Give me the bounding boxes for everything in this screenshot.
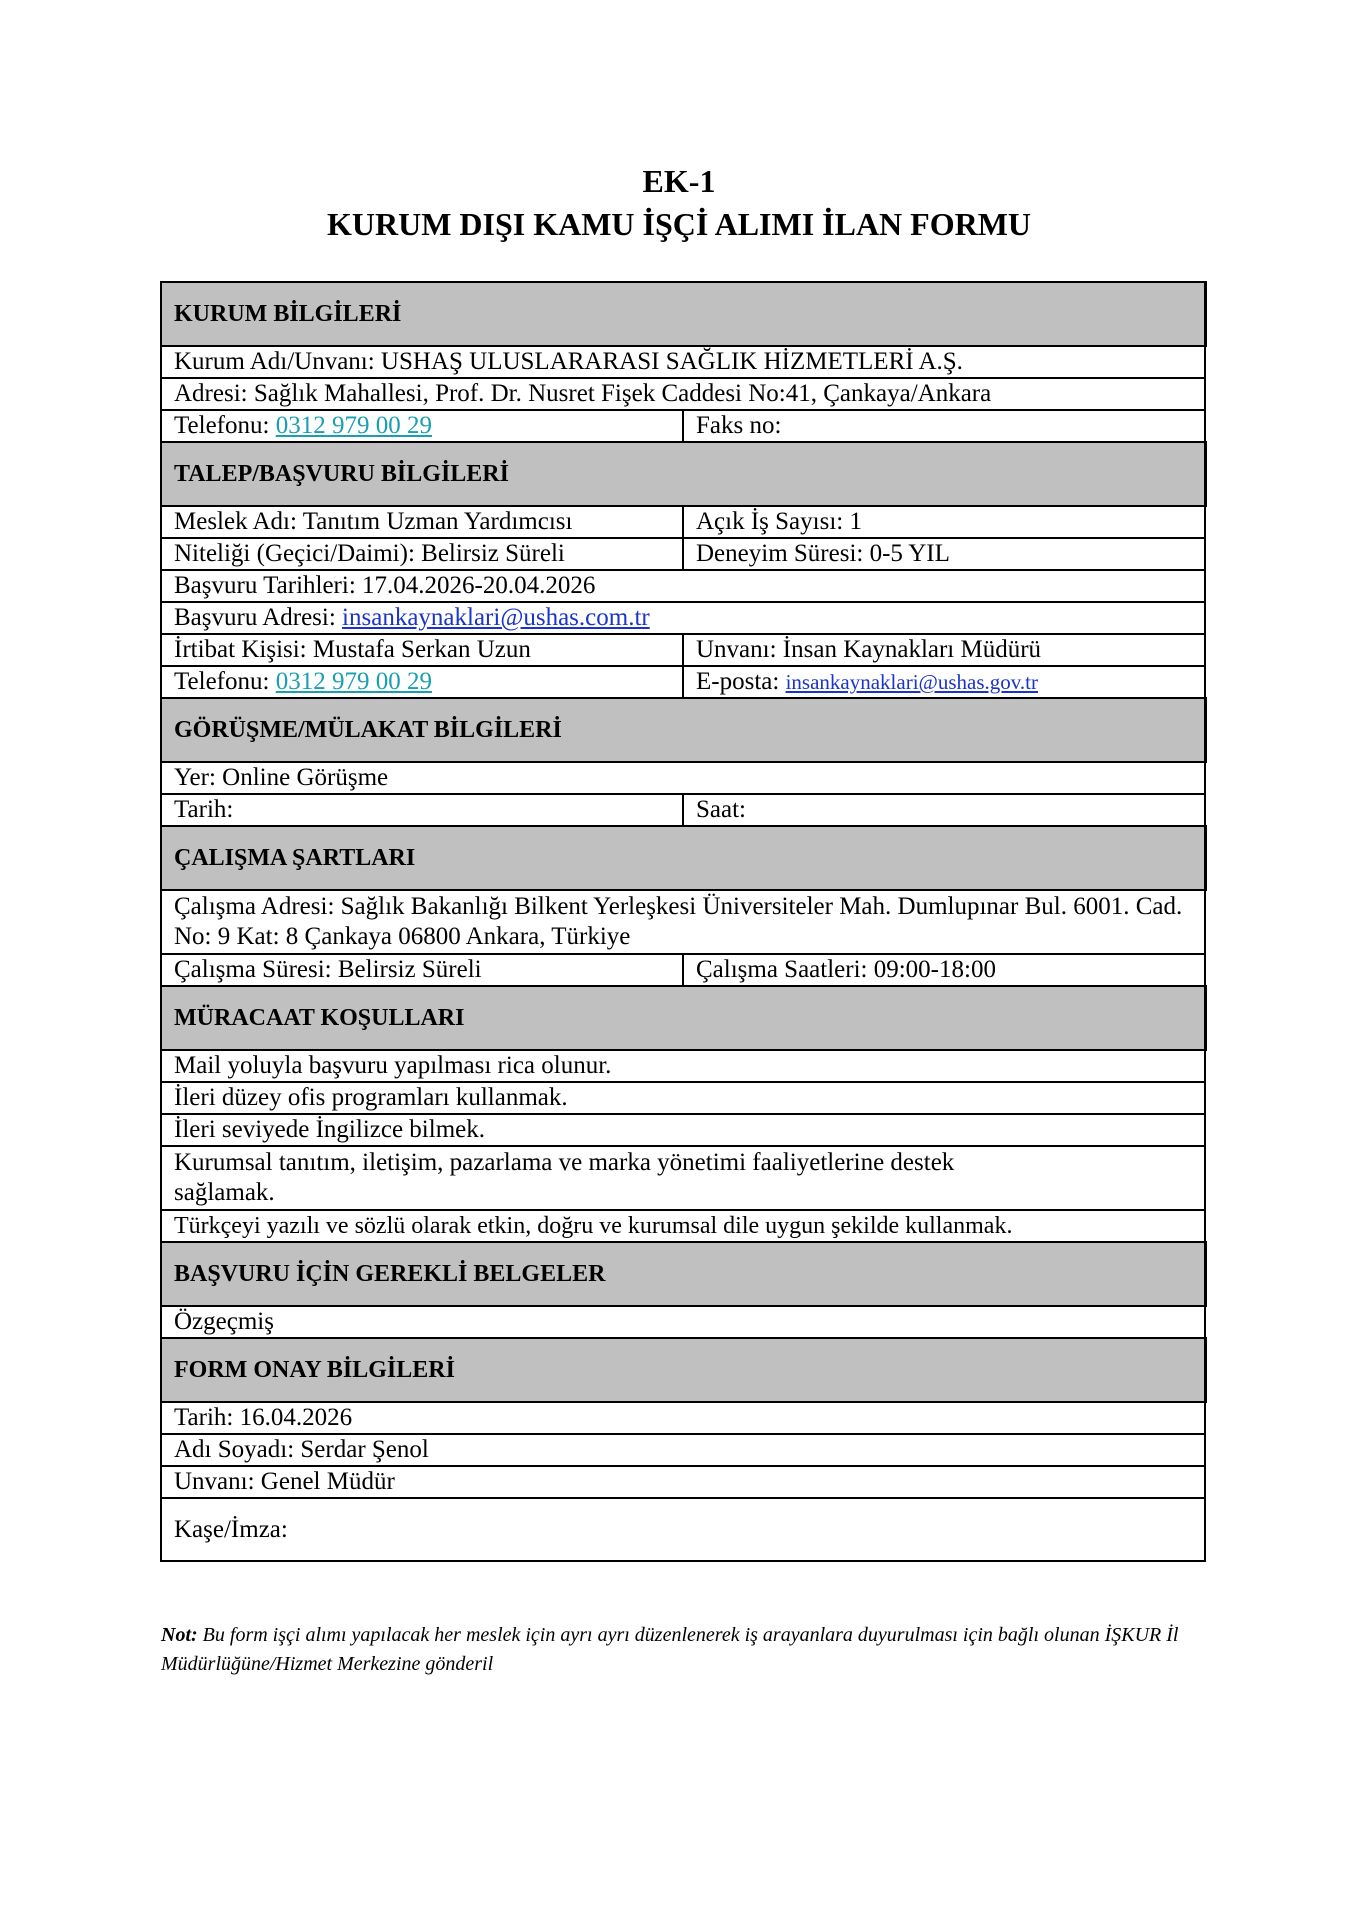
kurum-name: Kurum Adı/Unvanı: USHAŞ ULUSLARARASI SAĞLIK HİZMETLERİ A.Ş. <box>161 346 1205 378</box>
onay-ad-soyad: Adı Soyadı: Serdar Şenol <box>161 1434 1205 1466</box>
kurum-phone-link[interactable]: 0312 979 00 29 <box>275 412 432 439</box>
onay-unvan: Unvanı: Genel Müdür <box>161 1466 1205 1498</box>
muracaat-item: İleri seviyede İngilizce bilmek. <box>161 1114 1205 1146</box>
deneyim: Deneyim Süresi: 0-5 YIL <box>683 538 1205 570</box>
section-header-muracaat: MÜRACAAT KOŞULLARI <box>161 986 1205 1050</box>
gorusme-tarih: Tarih: <box>161 794 683 826</box>
belge-item: Özgeçmiş <box>161 1306 1205 1338</box>
section-header-kurum: KURUM BİLGİLERİ <box>161 282 1205 346</box>
irtibat-email-cell <box>683 666 1205 698</box>
kurum-address: Adresi: Sağlık Mahallesi, Prof. Dr. Nusret Fişek Caddesi No:41, Çankaya/Ankara <box>161 378 1205 410</box>
muracaat-item: Mail yoluyla başvuru yapılması rica olunur. <box>161 1050 1205 1082</box>
irtibat-phone-cell <box>161 666 683 698</box>
basvuru-email-link[interactable]: insankaynaklari@ushas.com.tr <box>342 604 650 631</box>
note-label: Not: <box>161 1624 198 1646</box>
meslek: Meslek Adı: Tanıtım Uzman Yardımcısı <box>161 506 683 538</box>
basvuru-adresi-label: Başvuru Adresi: <box>174 604 343 631</box>
irtibat-phone-link[interactable]: 0312 979 00 29 <box>275 668 432 695</box>
gorusme-saat: Saat: <box>683 794 1205 826</box>
gorusme-yer: Yer: Online Görüşme <box>161 762 1205 794</box>
nitelik: Niteliği (Geçici/Daimi): Belirsiz Süreli <box>161 538 683 570</box>
section-header-belgeler: BAŞVURU İÇİN GEREKLİ BELGELER <box>161 1242 1205 1306</box>
section-header-calisma: ÇALIŞMA ŞARTLARI <box>161 826 1205 890</box>
irtibat-phone-label: Telefonu: <box>174 668 276 695</box>
muracaat-item: Türkçeyi yazılı ve sözlü olarak etkin, doğru ve kurumsal dile uygun şekilde kullanmak. <box>161 1210 1205 1242</box>
irtibat-email-link[interactable]: insankaynaklari@ushas.gov.tr <box>785 670 1038 694</box>
form-title: KURUM DIŞI KAMU İŞÇİ ALIMI İLAN FORMU <box>326 206 1032 242</box>
section-header-talep: TALEP/BAŞVURU BİLGİLERİ <box>161 442 1205 506</box>
muracaat-item: İleri düzey ofis programları kullanmak. <box>161 1082 1205 1114</box>
muracaat-item: Kurumsal tanıtım, iletişim, pazarlama ve marka yönetimi faaliyetlerine destek sağlamak. <box>161 1146 1205 1210</box>
irtibat-kisisi: İrtibat Kişisi: Mustafa Serkan Uzun <box>161 634 683 666</box>
kurum-fax: Faks no: <box>683 410 1205 442</box>
form-code: EK-1 <box>642 163 716 199</box>
kase-imza: Kaşe/İmza: <box>161 1498 1205 1561</box>
note-text: Bu form işçi alımı yapılacak her meslek için ayrı ayrı düzenlenerek iş arayanlara duyurulması için bağlı olunan İŞKUR İl Müdürlüğüne/Hizmet Merkezine gönderil <box>161 1624 1179 1675</box>
acik-is-sayisi: Açık İş Sayısı: 1 <box>683 506 1205 538</box>
calisma-saatleri: Çalışma Saatleri: 09:00-18:00 <box>683 954 1205 986</box>
irtibat-unvan: Unvanı: İnsan Kaynakları Müdürü <box>683 634 1205 666</box>
basvuru-tarihleri: Başvuru Tarihleri: 17.04.2026-20.04.2026 <box>161 570 1205 602</box>
kurum-phone-label: Telefonu: <box>174 412 276 439</box>
onay-tarih: Tarih: 16.04.2026 <box>161 1402 1205 1434</box>
basvuru-adresi-cell <box>161 602 1205 634</box>
calisma-adresi: Çalışma Adresi: Sağlık Bakanlığı Bilkent Yerleşkesi Üniversiteler Mah. Dumlupınar Bul. 6001. Cad. No: 9 Kat: 8 Çankaya 06800 Ankara, Türkiye <box>161 890 1205 954</box>
footnote <box>161 1621 1211 1679</box>
form-table <box>160 281 1207 1562</box>
irtibat-email-label: E-posta: <box>696 668 786 695</box>
kurum-phone-cell <box>161 410 683 442</box>
section-header-gorusme: GÖRÜŞME/MÜLAKAT BİLGİLERİ <box>161 698 1205 762</box>
section-header-onay: FORM ONAY BİLGİLERİ <box>161 1338 1205 1402</box>
calisma-suresi: Çalışma Süresi: Belirsiz Süreli <box>161 954 683 986</box>
